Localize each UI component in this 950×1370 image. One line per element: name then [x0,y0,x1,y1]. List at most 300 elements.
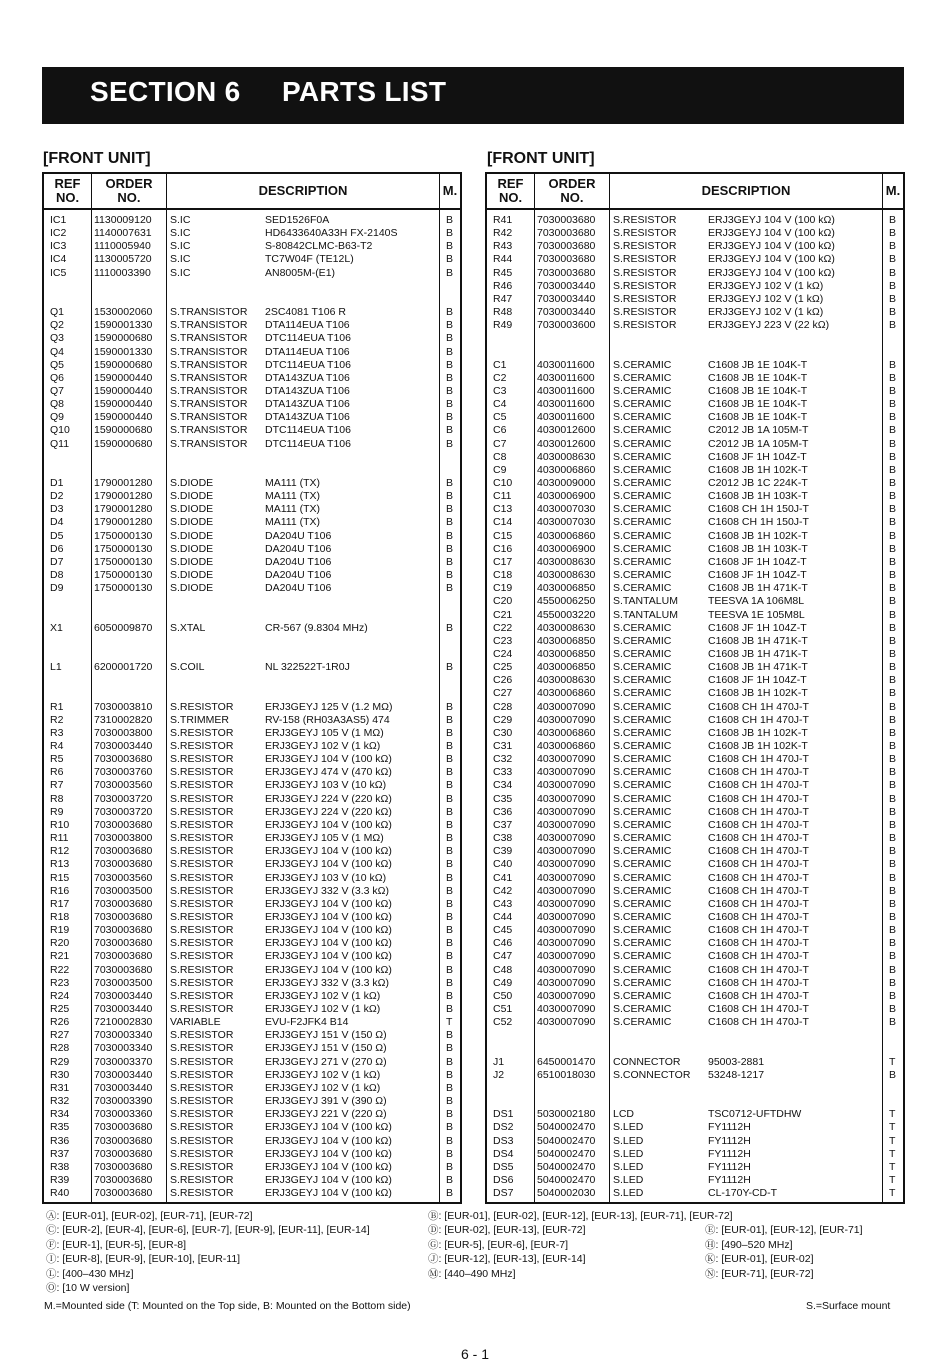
order-no: 7030003500 [94,976,153,989]
part-type: CONNECTOR [613,1055,681,1068]
ref-no: C29 [493,713,513,726]
ref-no: L1 [50,661,62,674]
part-description: CL-170Y-CD-T [708,1187,778,1200]
table-row [487,766,903,779]
mounted-side: B [446,1095,454,1108]
table-row [487,1069,903,1082]
ref-no: C16 [493,542,513,555]
order-no: 4030006850 [537,647,596,660]
part-description: C1608 JB 1H 471K-T [708,647,808,660]
part-type: S.RESISTOR [170,753,234,766]
part-type: S.CERAMIC [613,950,672,963]
part-description: MA111 (TX) [265,490,321,503]
table-row [487,806,903,819]
table-row [487,1056,903,1069]
order-no: 7030003600 [537,319,596,332]
ref-no: Q9 [50,411,65,424]
part-type: S.TRANSISTOR [170,371,248,384]
mounted-side: B [446,529,454,542]
part-description: ERJ3GEYJ 102 V (1 kΩ) [265,740,381,752]
part-description: C1608 CH 1H 470J-T [708,779,809,792]
mounted-side: B [889,805,897,818]
part-type: S.CERAMIC [613,1003,672,1015]
ref-no: R24 [50,989,70,1002]
ref-no: R6 [50,766,64,779]
part-type: S.RESISTOR [170,1029,234,1042]
mounted-side: B [446,266,454,279]
order-no: 7030003340 [94,1029,153,1042]
part-type: S.RESISTOR [170,1160,234,1173]
part-description: RV-158 (RH03A3AS5) 474 [265,713,390,726]
table-row [487,1121,903,1134]
order-no: 5040002470 [537,1160,596,1173]
part-type: S.CERAMIC [613,477,672,489]
table-row [44,766,460,779]
ref-no: C14 [493,516,513,529]
mounted-side: B [446,753,454,766]
mounted-side: B [446,1055,454,1068]
header-description: DESCRIPTION [701,183,791,198]
order-no: 4030007030 [537,503,596,516]
ref-no: C40 [493,858,513,871]
mounted-side: B [446,516,454,529]
table-row [44,924,460,937]
ref-no: C20 [493,595,513,608]
legend-entry: Ⓞ: [10 W version] [46,1282,130,1294]
ref-no: C39 [493,845,513,858]
ref-no: R40 [50,1187,70,1200]
part-description: C1608 CH 1H 470J-T [708,963,809,976]
part-description: ERJ3GEYJ 391 V (390 Ω) [265,1095,387,1108]
mounted-side: B [889,1003,897,1015]
part-type: S.CERAMIC [613,529,672,542]
ref-no: C25 [493,661,513,674]
ref-no: R42 [493,227,513,240]
part-description: ERJ3GEYJ 104 V (100 kΩ) [265,1173,392,1186]
section-title: PARTS LIST [282,76,447,107]
part-type: S.RESISTOR [170,726,234,739]
part-type: S.CERAMIC [613,910,672,923]
order-no: 4030007090 [537,963,596,976]
part-description: C1608 JB 1E 104K-T [708,384,808,397]
order-no: 4030011600 [537,371,595,384]
order-no: 1790001280 [94,503,153,516]
mounted-side: B [889,569,897,582]
mounted-side: B [889,503,897,516]
ref-no: X1 [50,621,63,634]
part-type: S.CERAMIC [613,792,672,805]
table-row [44,359,460,372]
part-type: S.RESISTOR [170,1173,234,1186]
mounted-side: B [889,411,897,424]
part-type: S.RESISTOR [170,963,234,976]
part-type: S.CERAMIC [613,582,672,595]
table-row [44,622,460,635]
mounted-side: B [889,490,897,503]
mounted-side: B [446,503,454,516]
table-row [44,346,460,359]
page-number: 6 - 1 [460,1346,489,1362]
part-description: ERJ3GEYJ 104 V (100 kΩ) [265,924,392,937]
mounted-side: B [889,608,897,621]
table-row [44,240,460,253]
mounted-side: B [446,345,454,358]
part-type: LCD [613,1108,635,1121]
part-type: S.TRANSISTOR [170,437,248,450]
table-row [487,1095,903,1108]
ref-no: R29 [50,1055,70,1068]
ref-no: R36 [50,1134,70,1147]
part-type: S.RESISTOR [170,818,234,831]
part-description: C1608 JB 1E 104K-T [708,411,808,424]
part-type: S.CERAMIC [613,424,672,437]
mounted-side: B [889,766,897,779]
order-no: 7030003680 [94,950,153,963]
order-no: 4030007090 [537,818,596,831]
order-no: 1590000440 [94,398,153,411]
part-description: C1608 CH 1H 470J-T [708,897,809,910]
part-type: S.RESISTOR [170,700,234,713]
part-type: S.TRANSISTOR [170,398,248,411]
part-type: S.CERAMIC [613,463,672,476]
ref-no: C35 [493,792,513,805]
table-row [487,385,903,398]
legend-entry: Ⓘ: [EUR-8], [EUR-9], [EUR-10], [EUR-11] [46,1253,241,1266]
part-type: S.CERAMIC [613,371,672,384]
mounted-side: B [889,529,897,542]
ref-no: C18 [493,569,513,582]
mounted-side: B [889,779,897,792]
part-description: ERJ3GEYJ 151 V (150 Ω) [265,1029,387,1042]
part-type: S.CERAMIC [613,779,672,792]
order-no: 7030003680 [94,937,153,950]
order-no: 1590000680 [94,332,153,345]
ref-no: R20 [50,937,70,950]
part-description: C1608 CH 1H 470J-T [708,871,809,884]
ref-no: C27 [493,687,513,700]
legend-entry: Ⓚ: [EUR-01], [EUR-02] [705,1253,814,1266]
table-row [44,464,460,477]
part-type: S.CERAMIC [613,700,672,713]
ref-no: C48 [493,963,513,976]
order-no: 1140007631 [94,227,152,240]
part-type: S.RESISTOR [170,1042,234,1055]
order-no: 7030003360 [94,1108,153,1121]
part-description: ERJ3GEYJ 104 V (100 kΩ) [265,963,392,976]
ref-no: R4 [50,740,64,752]
mounted-side: T [889,1147,896,1160]
part-type: S.CERAMIC [613,358,672,371]
mounted-side: B [446,1173,454,1186]
table-row [44,1082,460,1095]
part-type: S.RESISTOR [170,976,234,989]
table-row [44,727,460,740]
header-mounted: M. [442,183,458,198]
table-row [44,1187,460,1200]
ref-no: R12 [50,845,70,858]
part-type: S.RESISTOR [170,1003,234,1015]
table-row [44,280,460,293]
mounted-side: B [889,963,897,976]
order-no: 7030003680 [94,1121,153,1134]
mounted-side: B [889,832,897,845]
part-type: S.RESISTOR [170,792,234,805]
order-no: 4030011600 [537,398,595,411]
mounted-side: B [446,1081,454,1094]
ref-no: R27 [50,1029,70,1042]
ref-no: R3 [50,726,64,739]
ref-no: C21 [493,608,513,621]
order-no: 4030007090 [537,805,596,818]
table-row [44,556,460,569]
part-description: C1608 JF 1H 104Z-T [708,569,807,582]
part-type: S.TRANSISTOR [170,384,248,397]
part-description: C1608 CH 1H 150J-T [708,503,809,516]
ref-no: D8 [50,569,64,582]
mounted-side: B [446,490,454,503]
table-row [487,898,903,911]
mounted-side: B [889,753,897,766]
part-description: C1608 JB 1E 104K-T [708,358,808,371]
order-no: 4030007090 [537,779,596,792]
part-type: S.RESISTOR [613,240,677,253]
ref-no: C9 [493,463,507,476]
order-no: 1110003390 [94,266,151,279]
header-ref-no: REF NO. [54,176,81,205]
table-row [44,477,460,490]
ref-no: R11 [50,832,69,845]
mounted-side: B [446,253,454,266]
mounted-side: B [446,950,454,963]
table-row [44,872,460,885]
order-no: 4030008630 [537,621,596,634]
part-description: FY1112H [708,1121,751,1134]
order-no: 4550006250 [537,595,596,608]
table-row [44,398,460,411]
ref-no: R28 [50,1042,70,1055]
order-no: 7030003440 [94,1068,153,1081]
mounted-side: B [889,279,897,292]
part-description: C1608 JF 1H 104Z-T [708,555,807,568]
part-type: S.COIL [170,661,205,674]
table-row [44,516,460,529]
mounted-side: B [446,1187,454,1200]
part-type: S.LED [613,1173,644,1186]
mounted-side: B [446,818,454,831]
part-description: C1608 JF 1H 104Z-T [708,674,807,687]
table-row [44,503,460,516]
ref-no: C34 [493,779,513,792]
part-description: NL 322522T-1R0J [265,661,350,674]
order-no: 7030003720 [94,805,153,818]
mounted-side: T [889,1160,896,1173]
mounted-side: B [446,1134,454,1147]
mounted-side: T [446,1016,453,1029]
part-type: S.CERAMIC [613,976,672,989]
ref-no: Q10 [50,424,70,437]
ref-no: R26 [50,1016,70,1029]
ref-no: DS2 [493,1121,514,1134]
order-no: 7030003680 [94,924,153,937]
part-type: S.CERAMIC [613,674,672,687]
ref-no: R1 [50,700,64,713]
order-no: 4030006850 [537,582,596,595]
mounted-side: B [446,1068,454,1081]
part-type: S.RESISTOR [170,1068,234,1081]
order-no: 4030008630 [537,569,596,582]
ref-no: R48 [493,306,513,319]
part-type: S.CERAMIC [613,687,672,700]
mounted-side: B [446,924,454,937]
mounted-side: B [889,1068,897,1081]
table-row [487,1082,903,1095]
table-row [487,609,903,622]
part-type: S.RESISTOR [170,884,234,897]
ref-no: Q11 [50,437,70,450]
ref-no: C11 [493,490,512,503]
part-type: S.RESISTOR [170,937,234,950]
ref-no: R30 [50,1068,70,1081]
order-no: 7030003680 [94,910,153,923]
table-row [487,293,903,306]
mounted-side: B [889,910,897,923]
order-no: 1130005720 [94,253,152,266]
mounted-side: B [446,1003,454,1015]
header-description: DESCRIPTION [258,183,348,198]
ref-no: DS1 [493,1108,514,1121]
part-type: S.RESISTOR [170,858,234,871]
mounted-side: B [889,1016,897,1029]
part-description: ERJ3GEYJ 104 V (100 kΩ) [265,858,392,871]
part-description: TEESVA 1E 105M8L [708,608,805,621]
mounted-side: B [889,292,897,305]
order-no: 6050009870 [94,621,153,634]
ref-no: IC2 [50,227,67,240]
table-row [44,740,460,753]
table-row [487,359,903,372]
part-type: S.RESISTOR [613,253,677,266]
order-no: 4030007090 [537,937,596,950]
mounted-side: T [889,1187,896,1200]
part-type: S.RESISTOR [170,950,234,963]
ref-no: D9 [50,582,64,595]
part-description: ERJ3GEYJ 125 V (1.2 MΩ) [265,700,393,713]
legend-entry: Ⓝ: [EUR-71], [EUR-72] [705,1267,814,1280]
part-description: ERJ3GEYJ 104 V (100 kΩ) [265,950,392,963]
part-type: S.RESISTOR [170,1187,234,1200]
part-type: S.CERAMIC [613,634,672,647]
part-description: DTA143ZUA T106 [265,384,350,397]
table-row [44,530,460,543]
mounted-side: B [889,398,897,411]
mounted-side: B [446,542,454,555]
ref-no: R41 [493,214,513,226]
table-row [44,451,460,464]
table-row [487,911,903,924]
part-description: DTA143ZUA T106 [265,398,350,411]
part-type: S.IC [170,227,191,240]
table-row [487,280,903,293]
order-no: 4030007090 [537,924,596,937]
order-no: 4030006860 [537,463,596,476]
section-number: SECTION 6 [90,76,241,107]
order-no: 7030003680 [537,253,596,266]
mounted-side: B [889,319,897,332]
table-header [44,174,460,210]
ref-no: R2 [50,713,64,726]
order-no: 1750000130 [94,529,153,542]
part-description: ERJ3GEYJ 104 V (100 kΩ) [265,1160,392,1173]
mounted-side: B [446,910,454,923]
ref-no: R31 [50,1081,70,1094]
part-type: S.RESISTOR [170,1095,234,1108]
table-row [487,1187,903,1200]
part-type: S.LED [613,1187,644,1200]
table-row [487,819,903,832]
table-row [44,964,460,977]
mounted-side: B [446,1108,454,1121]
part-type: S.RESISTOR [170,740,234,752]
ref-no: R38 [50,1160,70,1173]
mounted-side: B [446,726,454,739]
part-type: S.CERAMIC [613,647,672,660]
mounted-side: B [889,713,897,726]
order-no: 4030006900 [537,542,596,555]
table-row [44,1121,460,1134]
table-row [44,1108,460,1121]
legend-entry: Ⓖ: [EUR-5], [EUR-6], [EUR-7] [428,1238,569,1251]
mounted-side: T [889,1108,896,1121]
part-description: TSC0712-UFTDHW [708,1108,802,1121]
part-type: S.CERAMIC [613,450,672,463]
ref-no: C38 [493,832,513,845]
order-no: 4030006850 [537,634,596,647]
table-row [487,635,903,648]
order-no: 4030008630 [537,450,596,463]
ref-no: DS4 [493,1147,514,1160]
ref-no: R21 [50,950,70,963]
part-description: CR-567 (9.8304 MHz) [265,621,368,634]
mounted-side: B [446,582,454,595]
legend-entry: Ⓒ: [EUR-2], [EUR-4], [EUR-6], [EUR-7], [EUR-9], [EUR-11], [EUR-14] [46,1224,370,1237]
part-type: S.CERAMIC [613,832,672,845]
table-row [44,950,460,963]
part-description: ERJ3GEYJ 104 V (100 kΩ) [265,1147,392,1160]
order-no: 7030003680 [94,1187,153,1200]
order-no: 4030007090 [537,989,596,1002]
table-row [487,779,903,792]
part-type: S.RESISTOR [170,897,234,910]
mounted-side: B [446,306,454,319]
mounted-side: B [889,792,897,805]
table-row [487,346,903,359]
mounted-side: B [446,319,454,332]
part-description: HD6433640A33H FX-2140S [265,227,398,240]
part-description: C1608 JB 1H 102K-T [708,726,808,739]
order-no: 1590000680 [94,424,153,437]
order-no: 4030007090 [537,858,596,871]
ref-no: R25 [50,1003,70,1015]
order-no: 4030007090 [537,766,596,779]
part-description: MA111 (TX) [265,503,321,516]
mounted-side: B [446,1042,454,1055]
ref-no: C33 [493,766,513,779]
ref-no: C37 [493,818,513,831]
mounted-side: B [889,858,897,871]
part-description: C1608 CH 1H 470J-T [708,845,809,858]
header-order-no: ORDER NO. [105,176,153,205]
order-no: 7030003680 [537,227,596,240]
